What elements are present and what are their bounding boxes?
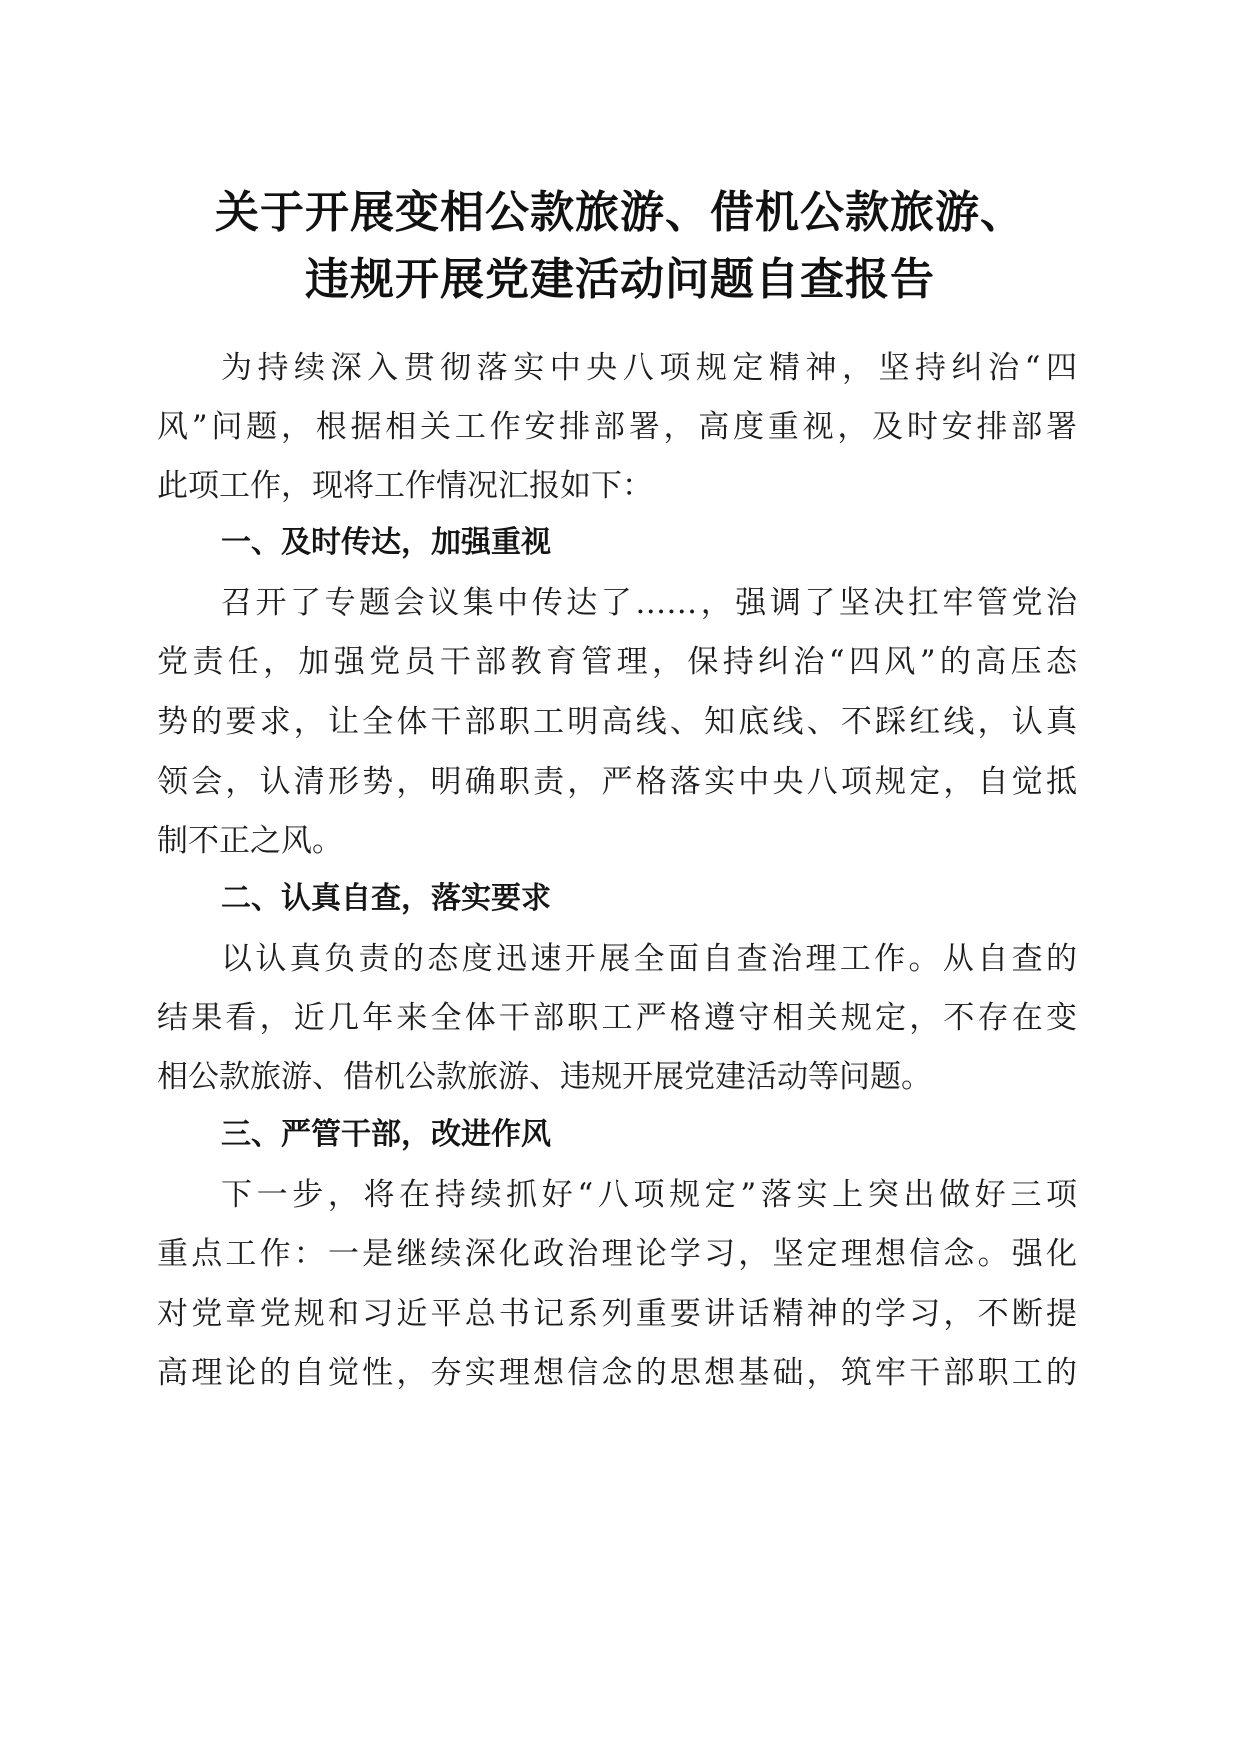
section-2-heading: 二、认真自查，落实要求 [221,881,551,916]
section-3-heading: 三、严管干部，改进作风 [221,1117,551,1152]
section-1-line-5: 制不正之风。 [157,823,343,859]
section-1-line-4: 领会，认清形势，明确职责，严格落实中央八项规定，自觉抵 [157,764,1077,800]
section-1-line-1: 召开了专题会议集中传达了……，强调了坚决扛牢管党治 [221,585,1077,621]
document-title-line-1: 关于开展变相公款旅游、借机公款旅游、 [215,187,1025,238]
section-2-line-3: 相公款旅游、借机公款旅游、违规开展党建活动等问题。 [157,1059,932,1095]
intro-line-1: 为持续深入贯彻落实中央八项规定精神，坚持纠治“四 [221,350,1077,386]
section-2-line-1: 以认真负责的态度迅速开展全面自查治理工作。从自查的 [221,941,1077,977]
section-3-line-4: 高理论的自觉性，夯实理想信念的思想基础，筑牢干部职工的 [157,1355,1077,1391]
section-1-line-3: 势的要求，让全体干部职工明高线、知底线、不踩红线，认真 [157,704,1077,740]
section-1-heading: 一、及时传达，加强重视 [221,525,551,560]
section-3-line-2: 重点工作：一是继续深化政治理论学习，坚定理想信念。强化 [157,1236,1077,1272]
intro-line-3: 此项工作，现将工作情况汇报如下： [157,468,653,504]
section-3-line-1: 下一步，将在持续抓好“八项规定”落实上突出做好三项 [221,1177,1077,1213]
intro-line-2: 风”问题，根据相关工作安排部署，高度重视，及时安排部署 [157,409,1077,445]
section-1-line-2: 党责任，加强党员干部教育管理，保持纠治“四风”的高压态 [157,644,1077,680]
document-title-line-2: 违规开展党建活动问题自查报告 [305,254,935,305]
section-3-line-3: 对党章党规和习近平总书记系列重要讲话精神的学习，不断提 [157,1296,1077,1332]
section-2-line-2: 结果看，近几年来全体干部职工严格遵守相关规定，不存在变 [157,1000,1077,1036]
